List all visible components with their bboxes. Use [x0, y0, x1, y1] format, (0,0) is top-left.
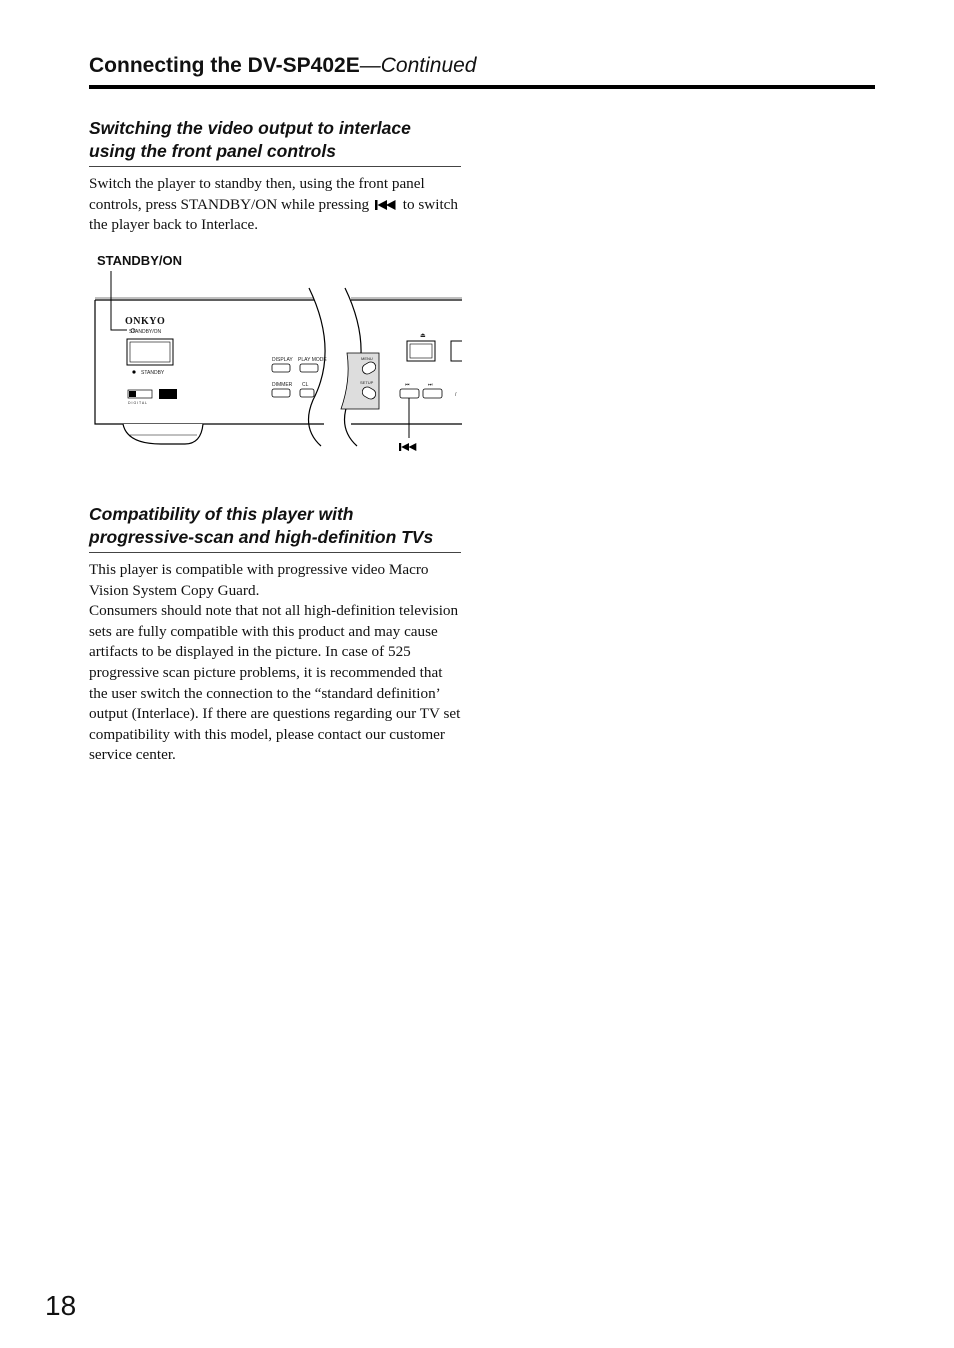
- compatibility-paragraph-2: Consumers should note that not all high-definition television sets are fully compatible with this product and may cause artifacts to be displayed in the picture. In case of 525 progressive scan picture problems, it is recommended that the user switch the connection to the “standard definition’ output (Interlace). If there are questions regarding our TV set compatibility with this model, please contact our customer service center.: [89, 602, 461, 764]
- display-label: DISPLAY: [272, 357, 293, 363]
- display-button[interactable]: [272, 364, 290, 372]
- body-text-before-icon: Switch the player to standby then, using the front panel controls, press STANDBY/ON while pressing: [89, 175, 425, 213]
- page-header: [89, 54, 875, 78]
- skip-previous-button[interactable]: [400, 389, 419, 398]
- compatibility-paragraph-1: This player is compatible with progressive video Macro Vision System Copy Guard.: [89, 561, 429, 599]
- standby-on-button[interactable]: [127, 339, 173, 365]
- section-title-line-1: Switching the video output to interlace: [89, 118, 411, 138]
- section-body-interlace: [89, 174, 461, 236]
- play-button[interactable]: [451, 341, 462, 361]
- clear-label: CL: [302, 382, 309, 388]
- front-panel-figure: [89, 250, 462, 460]
- play-mode-label: PLAY MODE: [298, 357, 327, 363]
- setup-label: SETUP: [360, 380, 374, 385]
- svg-text:⏭: ⏭: [428, 382, 433, 388]
- play-mode-button[interactable]: [300, 364, 318, 372]
- section-title-line-2: progressive-scan and high-definition TVs: [89, 527, 434, 547]
- section-title-interlace: [89, 117, 461, 167]
- header-rule: [89, 85, 875, 89]
- dimmer-button[interactable]: [272, 389, 290, 397]
- skip-previous-icon: [399, 443, 416, 451]
- page-number: 18: [45, 1290, 77, 1321]
- body-text-after-icon: to switch the player back to Interlace.: [89, 195, 459, 234]
- standby-on-callout-label: STANDBY/ON: [97, 253, 182, 268]
- page-title-continued: —Continued: [359, 54, 477, 77]
- clear-button[interactable]: [300, 389, 314, 397]
- svg-text:⏏: ⏏: [420, 333, 426, 339]
- digital-label: D I G I T A L: [128, 401, 147, 405]
- svg-text:⏮: ⏮: [405, 382, 410, 388]
- section-interlace: [89, 117, 461, 236]
- onkyo-logo: ONKYO: [125, 316, 166, 327]
- page-title: Connecting the DV-SP402E: [89, 54, 360, 77]
- standby-indicator: [132, 370, 135, 373]
- section-compatibility: [89, 503, 461, 766]
- skip-previous-icon: [375, 200, 397, 210]
- section-title-line-1: Compatibility of this player with: [89, 504, 354, 524]
- svg-text:/: /: [455, 392, 457, 398]
- menu-label: MENU: [361, 356, 373, 361]
- section-title-line-2: using the front panel controls: [89, 141, 336, 161]
- skip-next-button[interactable]: [423, 389, 442, 398]
- section-title-compatibility: [89, 503, 461, 553]
- standby-on-small-label: STANDBY/ON: [129, 329, 162, 335]
- standby-small-label: STANDBY: [141, 370, 165, 376]
- dimmer-label: DIMMER: [272, 382, 293, 388]
- front-panel-illustration: [89, 250, 462, 460]
